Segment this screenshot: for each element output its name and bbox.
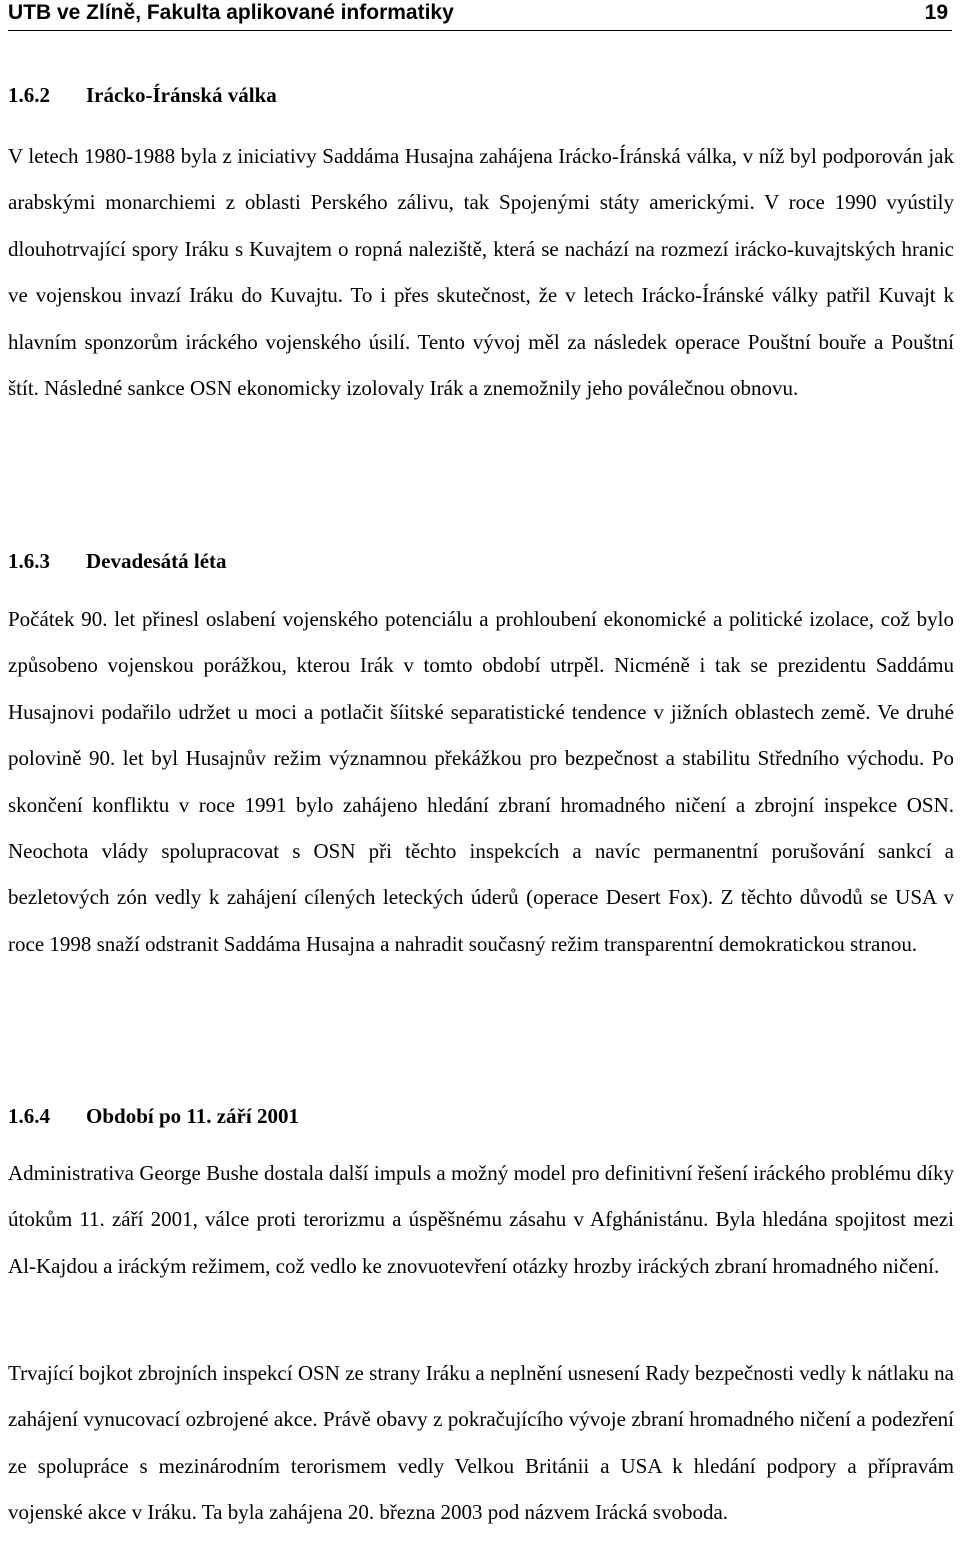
paragraph: Počátek 90. let přinesl oslabení vojenského potenciálu a prohloubení ekonomické a politické izolace, což bylo způsobeno vojenskou porážkou, kterou Irák v tomto období utrpěl. Nicméně i tak se prezidentu Saddámu Husajnovi podařilo udržet u moci a potlačit šíitské separatistické tendence v jižních oblastech země. Ve druhé polovině 90. let byl Husajnův režim významnou překážkou pro bezpečnost a stabilitu Středního východu. Po skončení konfliktu v roce 1991 bylo zahájeno hledání zbraní hromadného ničení a zbrojní inspekce OSN. Neochota vlády spolupracovat s OSN při těchto inspekcích a navíc permanentní porušování sankcí a bezletových zón vedly k zahájení cílených leteckých úderů (operace Desert Fox). Z těchto důvodů se USA v roce 1998 snaží odstranit Saddáma Husajna a nahradit současný režim transparentní demokratickou stranou.: [8, 607, 954, 956]
section-title: Období po 11. září 2001: [86, 1104, 299, 1128]
header-title: UTB ve Zlíně, Fakulta aplikované informatiky: [8, 1, 454, 24]
section-number: 1.6.3: [8, 549, 50, 573]
section-heading: [8, 541, 227, 581]
page-number: 19: [924, 1, 948, 24]
section-number: 1.6.4: [8, 1104, 50, 1128]
paragraph: V letech 1980-1988 byla z iniciativy Saddáma Husajna zahájena Irácko-Íránská válka, v níž byl podporován jak arabskými monarchiemi z oblasti Perského zálivu, tak Spojenými státy americkými. V roce 1990 vyústily dlouhotrvající spory Iráku s Kuvajtem o ropná naleziště, která se nachází na rozmezí irácko-kuvajtských hranic ve vojenskou invazí Iráku do Kuvajtu. To i přes skutečnost, že v letech Irácko-Íránské války patřil Kuvajt k hlavním sponzorům iráckého vojenského úsilí. Tento vývoj měl za následek operace Pouštní bouře a Pouštní štít. Následné sankce OSN ekonomicky izolovaly Irák a znemožnily jeho poválečnou obnovu.: [8, 144, 954, 401]
paragraph: Administrativa George Bushe dostala další impuls a možný model pro definitivní řešení iráckého problému díky útokům 11. září 2001, válce proti terorizmu a úspěšnému zásahu v Afghánistánu. Byla hledána spojitost mezi Al-Kajdou a iráckým režimem, což vedlo ke znovuotevření otázky hrozby iráckých zbraní hromadného ničení.: [8, 1161, 954, 1278]
section-title: Irácko-Íránská válka: [86, 83, 277, 107]
page-header: [8, 0, 952, 31]
section-number: 1.6.2: [8, 83, 50, 107]
section-heading: [8, 1096, 299, 1136]
section-title: Devadesátá léta: [86, 549, 227, 573]
section-heading: [8, 75, 277, 115]
paragraph: Trvající bojkot zbrojních inspekcí OSN ze strany Iráku a neplnění usnesení Rady bezpečnosti vedly k nátlaku na zahájení vynucovací ozbrojené akce. Právě obavy z pokračujícího vývoje zbraní hromadného ničení a podezření ze spolupráce s mezinárodním terorismem vedly Velkou Británii a USA k hledání podpory a přípravám vojenské akce v Iráku. Ta byla zahájena 20. března 2003 pod názvem Irácká svoboda.: [8, 1361, 954, 1525]
